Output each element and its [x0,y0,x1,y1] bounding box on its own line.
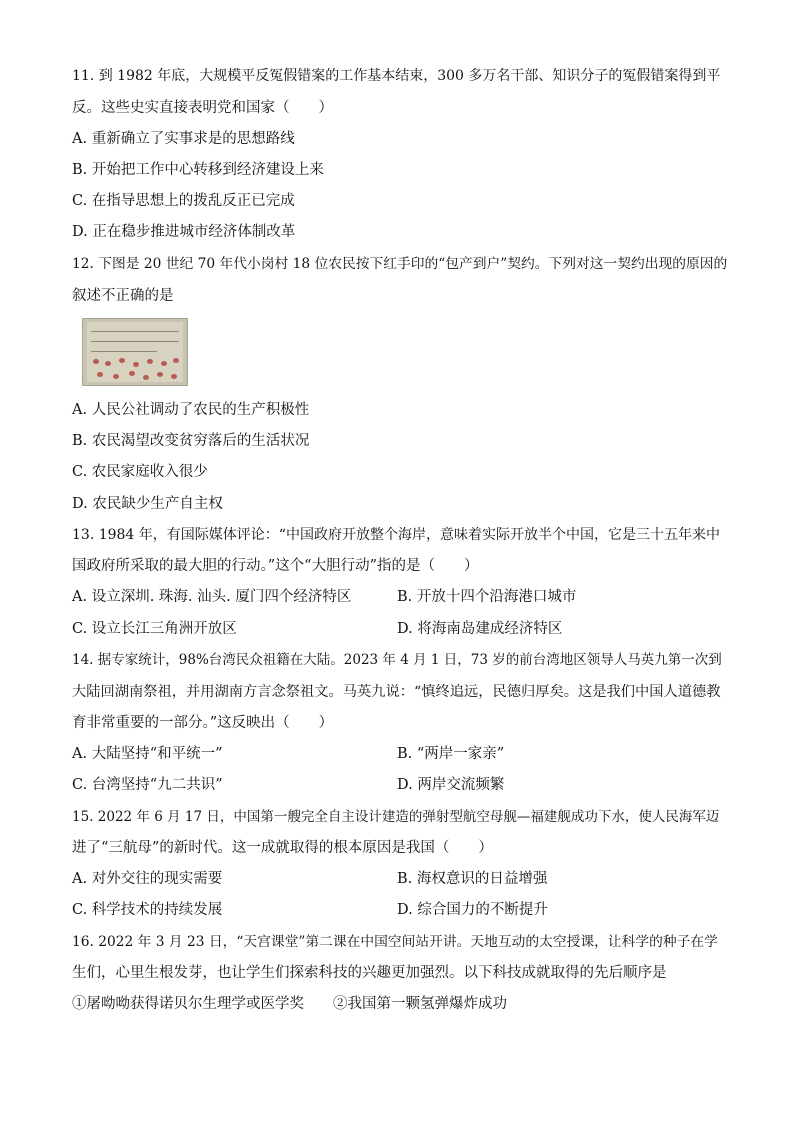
q13-option-a: A. 设立深圳. 珠海. 汕头. 厦门四个经济特区 [72,589,352,605]
q14-stem-line-2: 大陆回湖南祭祖，并用湖南方言念祭祖文。马英九说：“慎终追远，民德归厚矣。这是我们中国人道德教 [72,684,721,700]
q12-option-b: B. 农民渴望改变贫穷落后的生活状况 [72,433,310,449]
red-fingerprint [133,362,139,367]
q12-option-a: A. 人民公社调动了农民的生产积极性 [72,402,310,418]
q14-stem-line-3: 育非常重要的一部分。”这反映出（ ） [72,715,334,731]
q13-stem-line-2: 国政府所采取的最大胆的行动。”这个“大胆行动”指的是（ ） [72,558,479,574]
q13-option-c: C. 设立长江三角洲开放区 [72,621,237,637]
red-fingerprint [93,359,99,364]
q11-option-d: D. 正在稳步推进城市经济体制改革 [72,224,296,240]
red-fingerprint [129,371,135,376]
q15-option-c: C. 科学技术的持续发展 [72,902,223,918]
q16-items: ①屠呦呦获得诺贝尔生理学或医学奖 ②我国第一颗氢弹爆炸成功 [72,996,507,1012]
q15-stem-line-2: 进了“三航母”的新时代。这一成就取得的根本原因是我国（ ） [72,840,493,856]
red-fingerprint [157,372,163,377]
q11-option-a: A. 重新确立了实事求是的思想路线 [72,131,295,147]
q15-option-d: D. 综合国力的不断提升 [397,902,548,918]
contract-text-line [91,331,179,332]
q13-stem-line-1: 13. 1984 年，有国际媒体评论：“中国政府开放整个海岸，意味着实际开放半个中国，它是三十五年来中 [72,527,720,543]
q12-option-c: C. 农民家庭收入很少 [72,464,208,480]
q11-stem-line-1: 11. 到 1982 年底，大规模平反冤假错案的工作基本结束，300 多万名干部、知识分子的冤假错案得到平 [72,68,721,84]
red-fingerprint [173,358,179,363]
red-fingerprint [143,375,149,380]
q14-option-c: C. 台湾坚持“九二共识” [72,777,223,793]
q13-option-b: B. 开放十四个沿海港口城市 [397,589,577,605]
q14-option-b: B. “两岸一家亲” [397,746,505,762]
q14-option-d: D. 两岸交流频繁 [397,777,505,793]
q15-option-a: A. 对外交往的现实需要 [72,871,223,887]
q16-stem-line-1: 16. 2022 年 3 月 23 日，“天宫课堂”第二课在中国空间站开讲。天地互动的太空授课，让科学的种子在学 [72,934,718,950]
red-fingerprint [171,374,177,379]
q14-option-a: A. 大陆坚持“和平统一” [72,746,223,762]
q12-option-d: D. 农民缺少生产自主权 [72,496,223,512]
red-fingerprint [97,372,103,377]
q15-option-b: B. 海权意识的日益增强 [397,871,548,887]
red-fingerprint [105,361,111,366]
contract-text-line [91,351,157,352]
q11-option-b: B. 开始把工作中心转移到经济建设上来 [72,162,324,178]
q15-stem-line-1: 15. 2022 年 6 月 17 日，中国第一艘完全自主设计建造的弹射型航空母舰—福建舰成功下水，使人民海军迈 [72,809,720,825]
contract-text-line [91,341,179,342]
q11-option-c: C. 在指导思想上的拨乱反正已完成 [72,193,295,209]
contract-photo [82,318,188,386]
q12-stem-line-1: 12. 下图是 20 世纪 70 年代小岗村 18 位农民按下红手印的“包产到户”契约。下列对这一契约出现的原因的 [72,256,728,272]
q13-option-d: D. 将海南岛建成经济特区 [397,621,563,637]
q16-stem-line-2: 生们，心里生根发芽，也让学生们探索科技的兴趣更加强烈。以下科技成就取得的先后顺序是 [72,965,667,981]
q11-stem-line-2: 反。这些史实直接表明党和国家（ ） [72,100,333,116]
q14-stem-line-1: 14. 据专家统计，98%台湾民众祖籍在大陆。2023 年 4 月 1 日，73 岁的前台湾地区领导人马英九第一次到 [72,652,722,668]
red-fingerprint [147,359,153,364]
q12-stem-line-2: 叙述不正确的是 [72,288,174,304]
red-fingerprint [119,358,125,363]
red-fingerprint [113,374,119,379]
red-fingerprint [161,361,167,366]
